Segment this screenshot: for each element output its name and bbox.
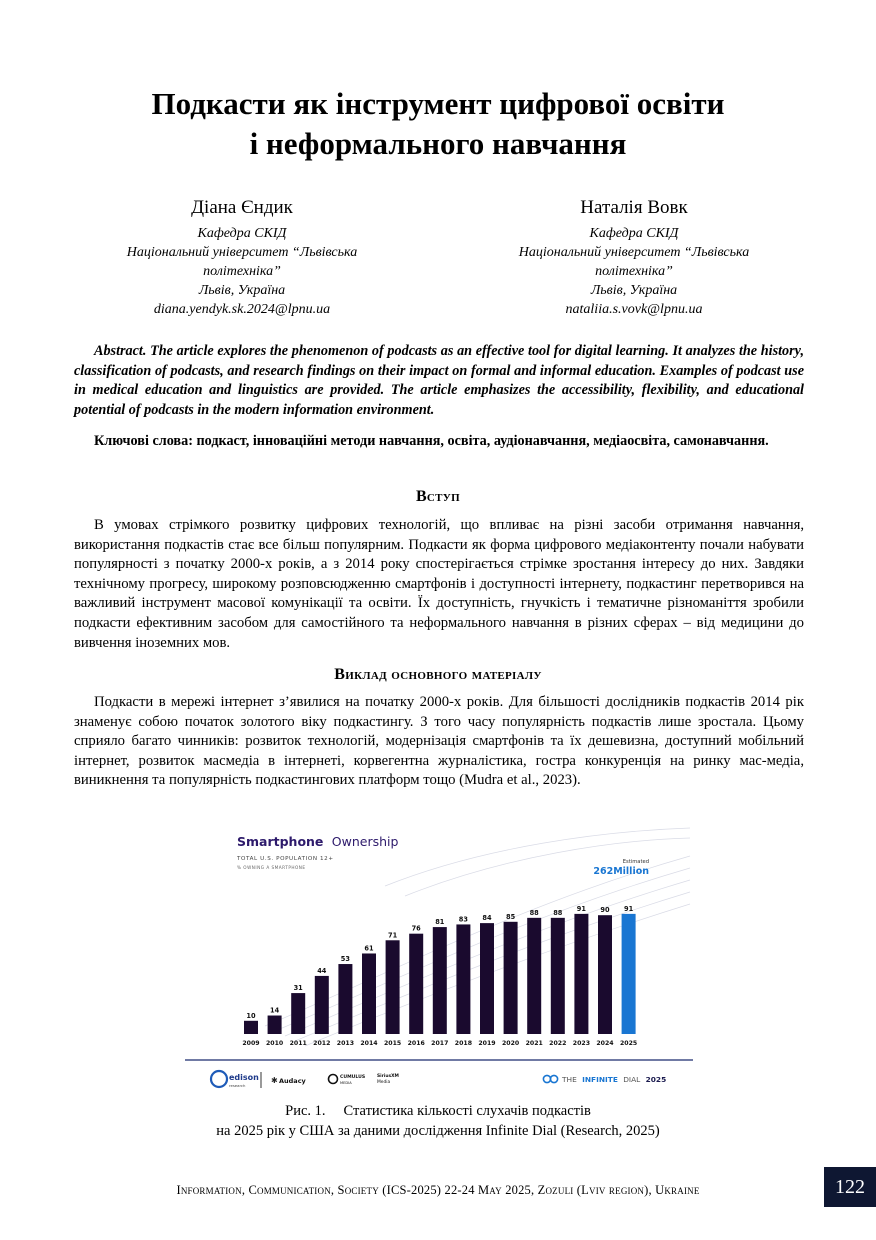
- data-label-2011: 31: [293, 984, 303, 993]
- tick-label-2012: 2012: [313, 1040, 331, 1047]
- bar-2017: [433, 927, 447, 1034]
- data-label-2010: 14: [270, 1006, 280, 1015]
- tick-label-2020: 2020: [501, 1040, 520, 1047]
- data-label-2021: 88: [529, 908, 539, 917]
- edison-logo-text: edison: [229, 1073, 259, 1082]
- bar-2010: [268, 1016, 282, 1034]
- bar-2018: [456, 924, 470, 1034]
- data-label-2019: 84: [482, 914, 492, 923]
- caption-line-2: на 2025 рік у США за даними дослідження Infinite Dial (Research, 2025): [216, 1123, 660, 1139]
- bar-2011: [291, 993, 305, 1034]
- cumulus-logo-subtext: MEDIA: [340, 1081, 352, 1085]
- author-block-2: [474, 196, 794, 319]
- bar-2023: [574, 914, 588, 1034]
- author-block-1: [82, 196, 402, 319]
- bar-2020: [504, 922, 518, 1034]
- data-label-2020: 85: [506, 912, 516, 921]
- intro-paragraph: В умовах стрімкого розвитку цифрових технологій, що впливає на різні засоби отримання навчання, використання подкастів стає все більш популярним. Подкасти як форма цифрового медіаконтенту почали набувати популярності з початку 2000-х років, а з 2014 року спостерігається стрімке зростання інтересу до них. Завдяки технічному прогресу, широкому розповсюдженню смартфонів і доступності інтернету, подкастинг перетворився на важливий інструмент масової комунікації та освіти. Їх доступність, гнучкість і тематичне різноманіття зробили подкасти ефективним засобом для самостійного та неформального навчання в різних сферах – від медицини до вивчення іноземних мов.: [74, 517, 804, 651]
- siriusxm-logo-subtext: Media: [377, 1080, 391, 1085]
- paper-title: [0, 84, 876, 164]
- title-line-1: Подкасти як інструмент цифрової освіти: [151, 86, 725, 121]
- title-line-2: і неформального навчання: [249, 126, 627, 161]
- tick-label-2013: 2013: [336, 1040, 355, 1047]
- tick-label-2015: 2015: [383, 1040, 402, 1047]
- author-department: Кафедра СКІД: [589, 226, 679, 241]
- tick-label-2018: 2018: [454, 1040, 473, 1047]
- bar-2013: [338, 964, 352, 1034]
- tick-label-2022: 2022: [549, 1040, 567, 1047]
- data-label-2018: 83: [458, 915, 468, 924]
- author-email[interactable]: nataliia.s.vovk@lpnu.ua: [565, 302, 703, 317]
- abstract: Abstract. The article explores the phenomenon of podcasts as an effective tool for digital learning. It analyzes the history, classification of podcasts, and research findings on their impact on formal and informal education. Examples of podcast use in medical education and linguistics are provided. The article emphasizes the accessibility, flexibility, and educational potential of podcasts in the modern information environment.: [74, 343, 804, 418]
- author-email[interactable]: diana.yendyk.sk.2024@lpnu.ua: [153, 302, 331, 317]
- data-label-2024: 90: [600, 906, 610, 915]
- bar-chart: [185, 826, 693, 1094]
- tick-label-2019: 2019: [478, 1040, 496, 1047]
- infinite-dial-text: [561, 1075, 666, 1084]
- author-university-cont: політехніка”: [203, 264, 281, 279]
- author-university: Національний університет “Львівська: [126, 245, 358, 260]
- data-label-2025: 91: [624, 904, 634, 913]
- bar-2014: [362, 953, 376, 1034]
- data-label-2012: 44: [317, 966, 327, 975]
- tick-label-2021: 2021: [525, 1040, 543, 1047]
- data-label-2016: 76: [411, 924, 421, 933]
- tick-label-2010: 2010: [265, 1040, 284, 1047]
- cumulus-logo-text: CUMULUS: [340, 1075, 366, 1080]
- section-heading-main: Виклад основного матеріалу: [334, 666, 542, 683]
- bar-2015: [386, 940, 400, 1034]
- siriusxm-logo-text: SiriusXM: [377, 1074, 399, 1079]
- author-university-cont: політехніка”: [595, 264, 673, 279]
- bar-2019: [480, 923, 494, 1034]
- bar-2021: [527, 918, 541, 1034]
- infinite-dial-logo: [543, 1075, 666, 1084]
- page-number: 122: [824, 1167, 876, 1207]
- author-university: Національний університет “Львівська: [518, 245, 750, 260]
- caption-number: Рис. 1.: [285, 1103, 326, 1119]
- dial-name: INFINITE: [582, 1075, 618, 1084]
- page-footer: Information, Communication, Society (ICS-2025) 22-24 May 2025, Zozuli (Lviv region), Ukraine: [176, 1183, 700, 1197]
- figure-caption: [0, 1101, 876, 1141]
- tick-label-2025: 2025: [619, 1040, 638, 1047]
- audacy-logo: [271, 1076, 307, 1085]
- author-name: Наталія Вовк: [580, 197, 688, 218]
- data-label-2009: 10: [246, 1011, 256, 1020]
- data-label-2023: 91: [576, 904, 586, 913]
- tick-label-2024: 2024: [596, 1040, 614, 1047]
- chart-subtitle-2: % OWNING A SMARTPHONE: [237, 865, 306, 870]
- data-label-2015: 71: [388, 931, 398, 940]
- author-department: Кафедра СКІД: [197, 226, 287, 241]
- chart-title-part2: Ownership: [331, 834, 399, 849]
- caption-line-1: Статистика кількості слухачів подкастів: [343, 1103, 591, 1119]
- estimate-label: Estimated: [622, 859, 649, 865]
- main-paragraph: Подкасти в мережі інтернет з’явилися на початку 2000-х років. Для більшості дослідників подкастів 2014 рік знаменує собою початок золотого віку подкастингу. З того часу популярність подкастів лише зростала. Цьому сприяло багато чинників: розвиток технологій, модернізація смартфонів та їх дешевизна, доступний мобільний інтернет, розвиток масмедіа в інтернеті, корвегентна журналістика, гостра конкуренція на ринку мас-медіа, виникнення та популярність подкастингових платформ тощо (Mudra et al., 2023).: [74, 694, 804, 789]
- section-heading-intro: Вступ: [415, 488, 461, 505]
- bar-2024: [598, 915, 612, 1034]
- tick-label-2017: 2017: [431, 1040, 449, 1047]
- figure-smartphone-ownership: [185, 826, 693, 1094]
- data-label-2013: 53: [340, 955, 350, 964]
- audacy-icon: ✱: [271, 1076, 278, 1085]
- bar-2009: [244, 1021, 258, 1034]
- dial-suffix: DIAL: [623, 1075, 641, 1084]
- data-label-2022: 88: [553, 908, 563, 917]
- dial-prefix: THE: [562, 1075, 577, 1084]
- author-city: Львів, Україна: [198, 283, 286, 298]
- bar-2025: [622, 914, 636, 1034]
- keywords: Ключові слова: подкаст, інноваційні методи навчання, освіта, аудіонавчання, медіаосвіта, самонавчання.: [94, 433, 769, 449]
- data-label-2014: 61: [364, 944, 374, 953]
- edison-logo-subtext: research: [229, 1083, 246, 1088]
- chart-title: [237, 834, 399, 849]
- bar-2022: [551, 918, 565, 1034]
- bar-2012: [315, 976, 329, 1034]
- tick-label-2009: 2009: [242, 1040, 260, 1047]
- chart-subtitle: TOTAL U.S. POPULATION 12+: [237, 856, 334, 862]
- bar-2016: [409, 934, 423, 1034]
- data-label-2017: 81: [435, 918, 445, 927]
- estimate-value: 262Million: [593, 866, 649, 877]
- tick-label-2016: 2016: [407, 1040, 425, 1047]
- tick-label-2011: 2011: [289, 1040, 307, 1047]
- tick-label-2014: 2014: [360, 1040, 378, 1047]
- author-name: Діана Єндик: [191, 197, 293, 218]
- chart-title-part1: Smartphone: [237, 834, 324, 849]
- audacy-logo-text: Audacy: [279, 1077, 306, 1085]
- author-city: Львів, Україна: [590, 283, 678, 298]
- tick-label-2023: 2023: [572, 1040, 591, 1047]
- dial-year: 2025: [645, 1075, 667, 1084]
